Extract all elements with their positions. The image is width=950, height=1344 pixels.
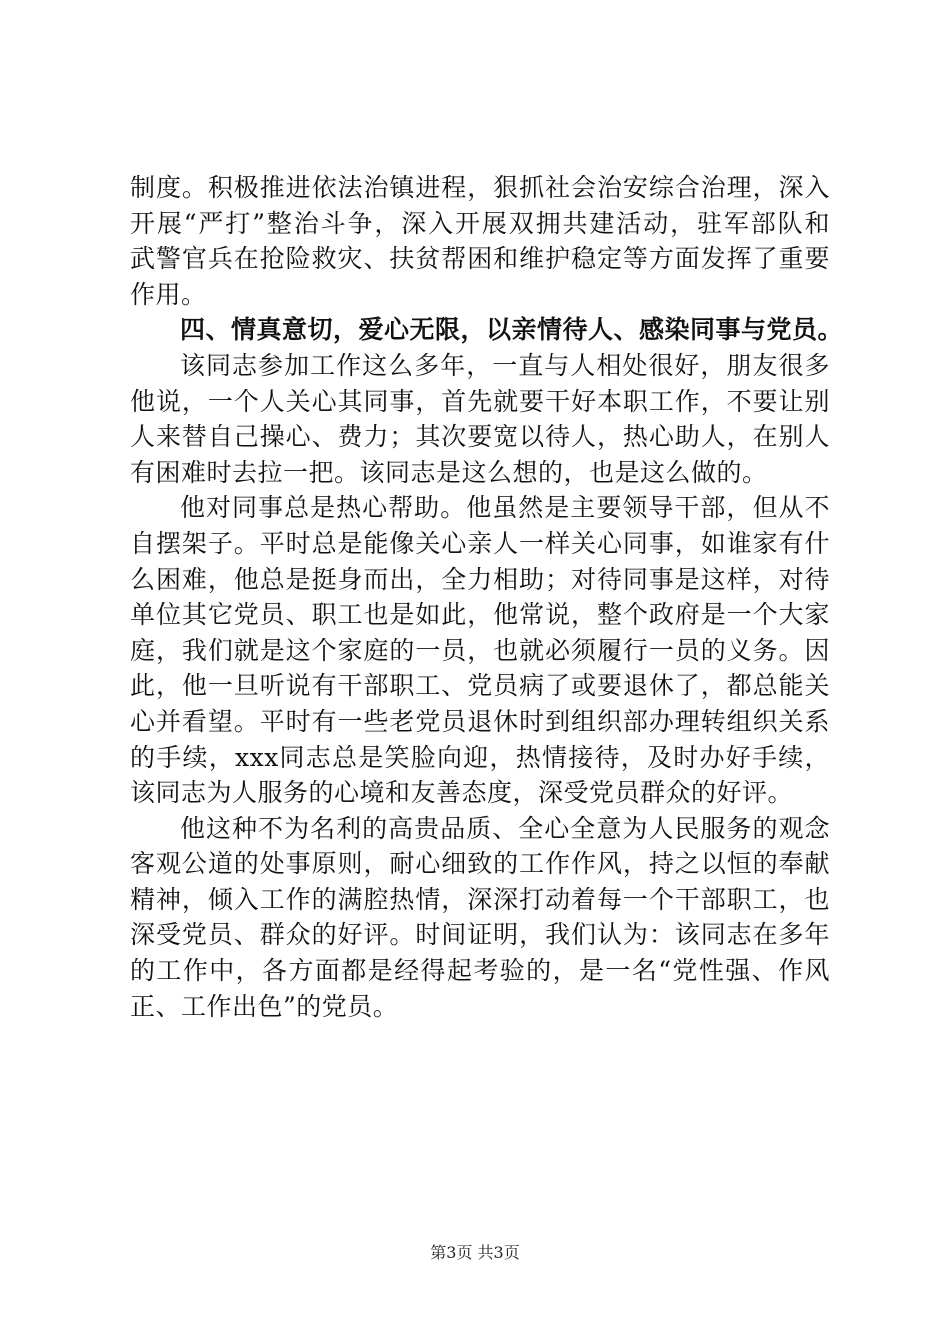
paragraph-line: 制度。积极推进依法治镇进程，狠抓社会治安综合治理，深入	[130, 173, 830, 202]
paragraph-line: 他对同事总是热心帮助。他虽然是主要领导干部，但从不	[180, 493, 830, 523]
paragraph-line: 他说，一个人关心其同事，首先就要干好本职工作，不要让别	[130, 386, 830, 416]
paragraph-line: 精神，倾入工作的满腔热情，深深打动着每一个干部职工，也	[130, 884, 830, 914]
paragraph-line: 么困难，他总是挺身而出，全力相助；对待同事是这样，对待	[130, 564, 830, 594]
document-body	[130, 170, 844, 1024]
page-number-footer: 第3页 共3页	[430, 1243, 520, 1262]
paragraph-line: 该同志参加工作这么多年，一直与人相处很好，朋友很多	[180, 350, 830, 380]
paragraph-line: 他这种不为名利的高贵品质、全心全意为人民服务的观念	[180, 813, 830, 843]
paragraph-line: 正、工作出色”的党员。	[130, 991, 399, 1021]
paragraph-line: 有困难时去拉一把。该同志是这么想的，也是这么做的。	[130, 457, 768, 487]
paragraph-line: 该同志为人服务的心境和友善态度，深受党员群众的好评。	[130, 778, 794, 808]
paragraph-line: 人来替自己操心、费力；其次要宽以待人，热心助人，在别人	[130, 422, 830, 452]
paragraph-line: 武警官兵在抢险救灾、扶贫帮困和维护稳定等方面发挥了重要	[130, 244, 830, 274]
paragraph-line: 心并看望。平时有一些老党员退休时到组织部办理转组织关系	[130, 706, 830, 736]
section-heading: 四、情真意切，爱心无限，以亲情待人、感染同事与党员。	[180, 315, 844, 345]
paragraph-line: 客观公道的处事原则，耐心细致的工作作风，持之以恒的奉献	[130, 849, 830, 879]
paragraph-line: 庭，我们就是这个家庭的一员，也就必须履行一员的义务。因	[130, 635, 830, 665]
paragraph-line: 此，他一旦听说有干部职工、党员病了或要退休了，都总能关	[130, 671, 830, 701]
paragraph-line: 开展“严打”整治斗争，深入开展双拥共建活动，驻军部队和	[130, 208, 830, 238]
paragraph-line: 单位其它党员、职工也是如此，他常说，整个政府是一个大家	[130, 600, 830, 630]
paragraph-line: 自摆架子。平时总是能像关心亲人一样关心同事，如谁家有什	[130, 528, 830, 558]
paragraph-line: 作用。	[130, 279, 207, 309]
paragraph-line: 的工作中，各方面都是经得起考验的，是一名“党性强、作风	[130, 956, 830, 986]
paragraph-line: 的手续，xxx同志总是笑脸向迎，热情接待，及时办好手续，	[130, 742, 830, 772]
paragraph-line: 深受党员、群众的好评。时间证明，我们认为：该同志在多年	[130, 920, 830, 950]
